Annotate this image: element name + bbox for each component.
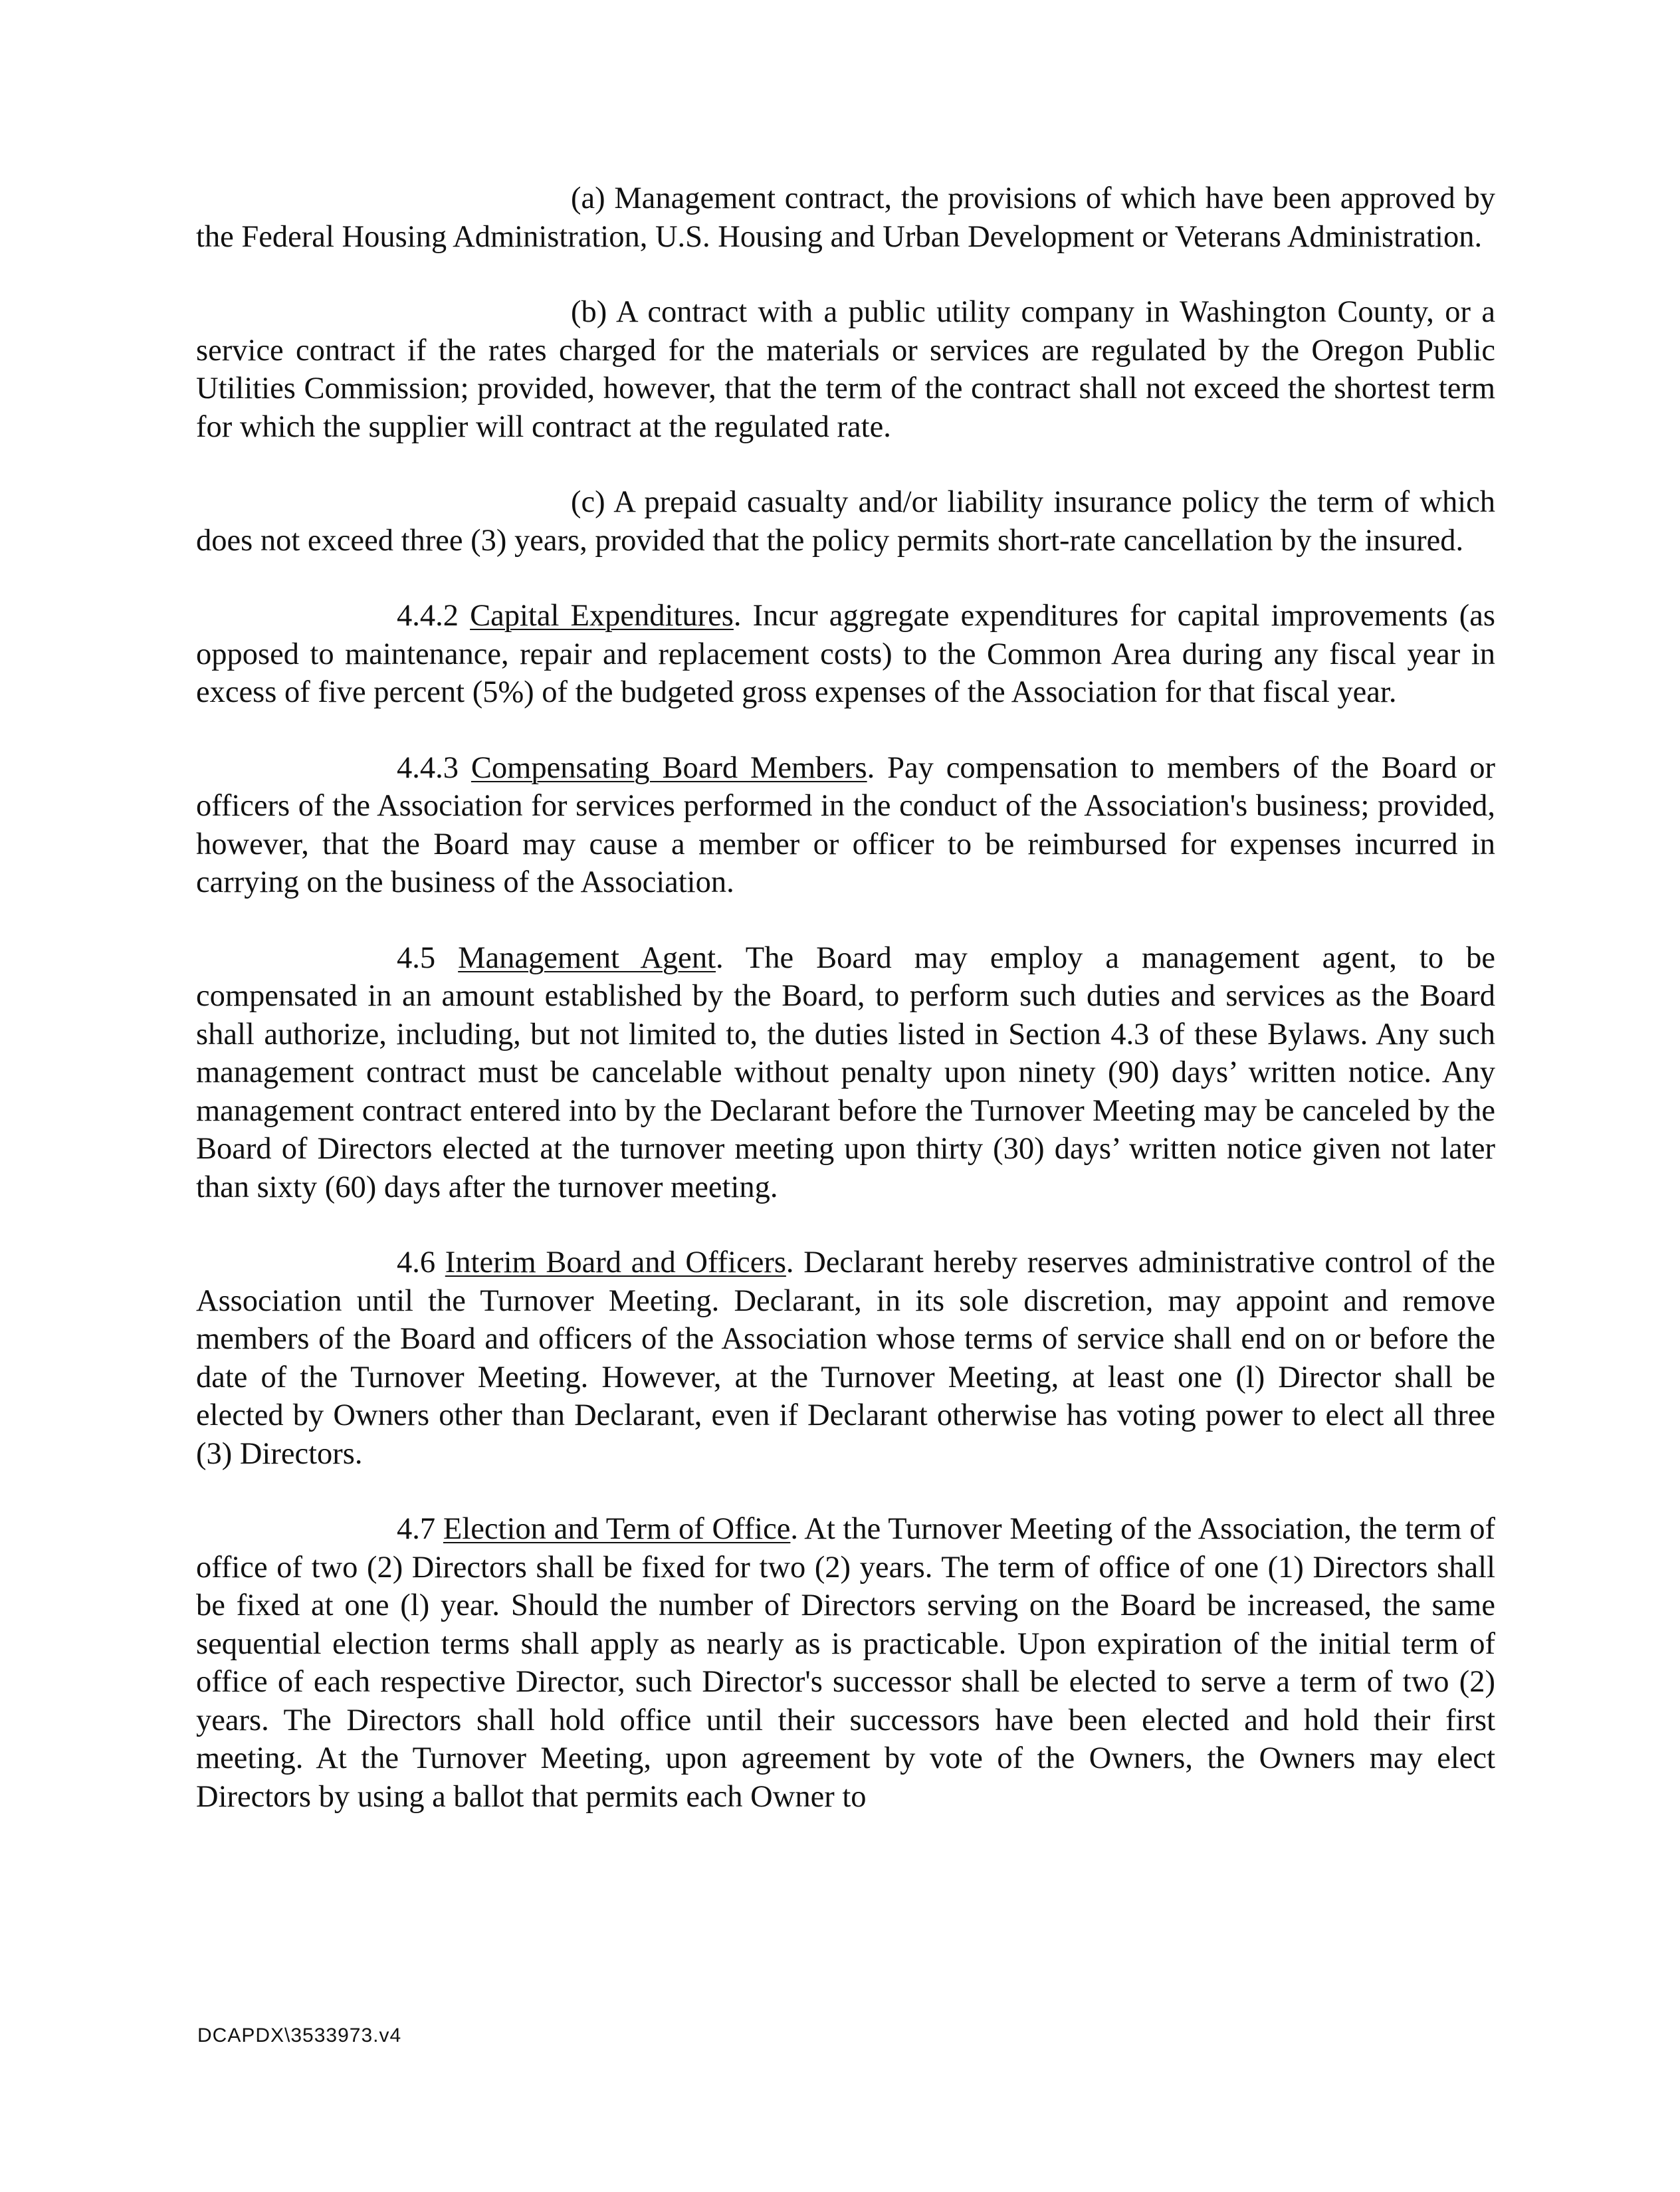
section-4-6 (196, 1244, 1495, 1473)
paragraph-b (196, 293, 1495, 446)
section-heading: Management Agent (458, 940, 716, 975)
section-4-4-2 (196, 597, 1495, 712)
paragraph-c (196, 483, 1495, 560)
section-number: 4.6 (397, 1246, 436, 1279)
paragraph-b-text: (b) A contract with a public utility company in Washington County, or a service contract if the rates charged for the materials or services are regulated by the Oregon Public Utilities Commission; provided, however, that the term of the contract shall not exceed the shortest term for which the supplier will contract at the regulated rate. (196, 295, 1495, 444)
section-4-4-3 (196, 749, 1495, 902)
section-heading: Interim Board and Officers (445, 1246, 786, 1279)
paragraph-a-text: (a) Management contract, the provisions of which have been approved by the Federal Housing Administration, U.S. Housing and Urban Development or Veterans Administration. (196, 181, 1495, 254)
section-number: 4.5 (397, 940, 436, 975)
section-text: . Incur aggregate expenditures for capital improvements (as opposed to maintenance, repair and replacement costs) to the Common Area during any fiscal year in excess of five percent (5%) of the budgeted gross expenses of the Association for that fiscal year. (196, 599, 1496, 709)
section-heading: Compensating Board Members (471, 750, 867, 785)
section-number: 4.4.3 (397, 750, 459, 785)
section-number: 4.7 (397, 1512, 436, 1546)
section-4-7 (196, 1510, 1495, 1816)
section-text: . Pay compensation to members of the Board or officers of the Association for services performed in the conduct of the Association's business; provided, however, that the Board may cause a member or officer to be reimbursed for expenses incurred in carrying on the business of the Association. (196, 750, 1495, 899)
section-4-5 (196, 939, 1495, 1207)
document-body (196, 179, 1495, 1816)
section-heading: Election and Term of Office (443, 1512, 791, 1546)
paragraph-c-text: (c) A prepaid casualty and/or liability insurance policy the term of which does not exceed three (3) years, provided that the policy permits short-rate cancellation by the insured. (196, 485, 1495, 558)
section-heading: Capital Expenditures (470, 599, 734, 633)
section-text: . At the Turnover Meeting of the Association, the term of office of two (2) Directors shall be fixed for two (2) years. The term of office of one (1) Directors shall be fixed at one (l) year. Should the number of Directors serving on the Board be increased, the same sequential election terms shall apply as nearly as is practicable. Upon expiration of the initial term of office of each respective Director, such Director's successor shall be elected to serve a term of two (2) years. The Directors shall hold office until their successors have been elected and hold their first meeting. At the Turnover Meeting, upon agreement by vote of the Owners, the Owners may elect Directors by using a ballot that permits each Owner to (196, 1512, 1495, 1814)
document-id-footer: DCAPDX\3533973.v4 (197, 2025, 402, 2046)
section-text: . The Board may employ a management agent, to be compensated in an amount established by the Board, to perform such duties and services as the Board shall authorize, including, but not limited to, the duties listed in Section 4.3 of these Bylaws. Any such management contract must be cancelable without penalty upon ninety (90) days’ written notice. Any management contract entered into by the Declarant before the Turnover Meeting may be canceled by the Board of Directors elected at the turnover meeting upon thirty (30) days’ written notice given not later than sixty (60) days after the turnover meeting. (196, 940, 1496, 1204)
paragraph-a (196, 179, 1495, 256)
section-text: . Declarant hereby reserves administrative control of the Association until the Turnover Meeting. Declarant, in its sole discretion, may appoint and remove members of the Board and officers of the Association whose terms of service shall end on or before the date of the Turnover Meeting. However, at the Turnover Meeting, at least one (l) Director shall be elected by Owners other than Declarant, even if Declarant otherwise has voting power to elect all three (3) Directors. (196, 1246, 1495, 1471)
section-number: 4.4.2 (397, 599, 459, 633)
